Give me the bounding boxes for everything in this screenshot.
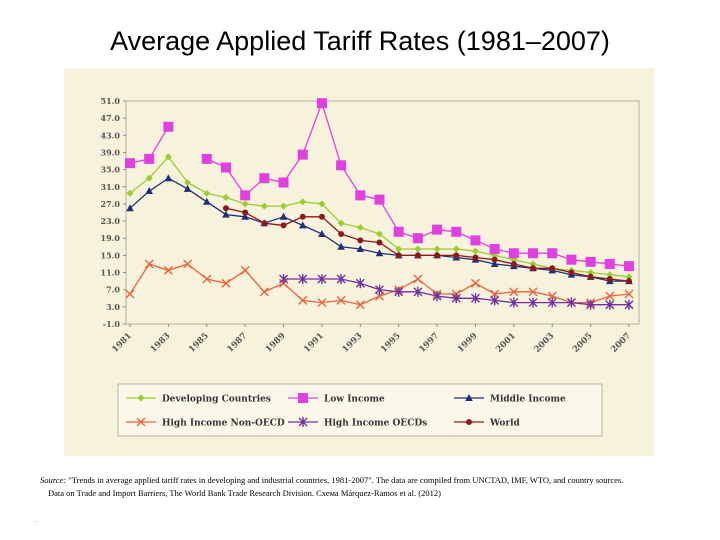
x-tick-label: 1989 xyxy=(263,331,288,355)
data-point-low-income xyxy=(163,122,173,132)
data-point-world xyxy=(472,255,478,261)
y-tick-label: 27.0 xyxy=(100,198,120,209)
data-point-world xyxy=(338,231,344,237)
y-tick-label: 31.0 xyxy=(100,181,120,192)
source-note xyxy=(40,474,700,500)
data-point-world xyxy=(588,274,594,280)
data-point-low-income xyxy=(605,259,615,269)
legend-marker xyxy=(298,393,308,403)
data-point-world xyxy=(300,214,306,220)
legend-label: High Income Non-OECD xyxy=(162,418,285,429)
data-point-world xyxy=(530,265,536,271)
data-point-world xyxy=(396,252,402,258)
data-point-low-income xyxy=(509,248,519,258)
data-point-world xyxy=(242,210,248,216)
data-point-world xyxy=(549,265,555,271)
x-tick-label: 1993 xyxy=(340,331,365,355)
data-point-low-income xyxy=(394,227,404,237)
data-point-low-income xyxy=(259,173,269,183)
x-tick-label: 1987 xyxy=(225,331,250,355)
x-tick-label: 1997 xyxy=(417,331,442,355)
data-point-low-income xyxy=(355,190,365,200)
data-point-low-income xyxy=(432,225,442,235)
data-point-low-income xyxy=(298,150,308,160)
footnote-mark: . xyxy=(35,518,37,524)
data-point-world xyxy=(492,257,498,263)
data-point-low-income xyxy=(317,98,327,108)
data-point-low-income xyxy=(470,235,480,245)
chart-frame xyxy=(64,68,654,456)
legend-label: Low Income xyxy=(324,394,385,405)
data-point-low-income xyxy=(240,190,250,200)
x-tick-label: 1983 xyxy=(148,331,173,355)
data-point-world xyxy=(453,252,459,258)
y-tick-label: 43.0 xyxy=(100,130,120,141)
x-tick-label: 2003 xyxy=(532,331,557,355)
data-point-low-income xyxy=(624,261,634,271)
data-point-low-income xyxy=(586,257,596,267)
x-tick-label: 2005 xyxy=(570,331,595,355)
data-point-low-income xyxy=(547,248,557,258)
data-point-world xyxy=(607,276,613,282)
data-point-world xyxy=(281,222,287,228)
legend-label: High Income OECDs xyxy=(324,418,428,429)
data-point-low-income xyxy=(566,255,576,265)
x-tick-label: 2007 xyxy=(609,331,634,355)
x-axis xyxy=(110,324,633,355)
data-point-low-income xyxy=(375,195,385,205)
x-tick-label: 1995 xyxy=(379,331,403,355)
data-point-world xyxy=(223,205,229,211)
line-chart xyxy=(64,68,654,456)
y-tick-label: 11.0 xyxy=(100,267,120,278)
legend-label: World xyxy=(490,418,520,429)
x-tick-label: 1991 xyxy=(302,331,327,355)
data-point-low-income xyxy=(451,227,461,237)
y-tick-label: 19.0 xyxy=(100,233,120,244)
legend-label: Developing Countries xyxy=(162,394,271,405)
data-point-world xyxy=(626,278,632,284)
data-point-world xyxy=(319,214,325,220)
data-point-low-income xyxy=(125,158,135,168)
y-tick-label: 15.0 xyxy=(100,250,120,261)
x-tick-label: 1981 xyxy=(110,331,135,355)
data-point-world xyxy=(357,237,363,243)
x-tick-label: 2001 xyxy=(494,331,518,355)
legend xyxy=(118,384,602,436)
data-point-world xyxy=(511,261,517,267)
y-tick-label: 39.0 xyxy=(100,147,120,158)
y-tick-label: 3.0 xyxy=(106,301,120,312)
data-point-world xyxy=(261,220,267,226)
data-point-low-income xyxy=(336,160,346,170)
y-tick-label: 51.0 xyxy=(100,96,120,106)
x-tick-label: 1999 xyxy=(455,331,480,355)
y-tick-label: 23.0 xyxy=(100,216,120,227)
source-label: Source: xyxy=(40,475,67,485)
slide-title: Average Applied Tariff Rates (1981–2007) xyxy=(110,26,610,56)
data-point-low-income xyxy=(413,233,423,243)
y-tick-label: 35.0 xyxy=(100,164,120,175)
data-point-low-income xyxy=(490,244,500,254)
y-tick-label: 7.0 xyxy=(106,284,120,295)
data-point-low-income xyxy=(528,248,538,258)
data-point-world xyxy=(377,240,383,246)
data-point-low-income xyxy=(202,154,212,164)
data-point-world xyxy=(568,270,574,276)
data-point-world xyxy=(415,252,421,258)
data-point-world xyxy=(434,252,440,258)
y-tick-label: 47.0 xyxy=(100,113,120,124)
data-point-low-income xyxy=(144,154,154,164)
source-text-2: Data on Trade and Import Barriers, The World Bank Trade Research Division. Схема Márquez-Ramos et al. (2012) xyxy=(48,488,441,498)
data-point-low-income xyxy=(221,162,231,172)
y-axis xyxy=(101,96,126,329)
y-tick-label: -1.0 xyxy=(102,319,120,329)
x-tick-label: 1985 xyxy=(187,331,211,355)
legend-label: Middle Income xyxy=(490,394,566,405)
source-text-1: "Trends in average applied tariff rates in developing and industrial countries, 1981-2007". The data are compiled from UNCTAD, IMF, WTO, and country sources. xyxy=(68,475,624,485)
legend-marker xyxy=(466,419,472,425)
legend-item-low-income xyxy=(288,393,385,405)
data-point-low-income xyxy=(279,177,289,187)
